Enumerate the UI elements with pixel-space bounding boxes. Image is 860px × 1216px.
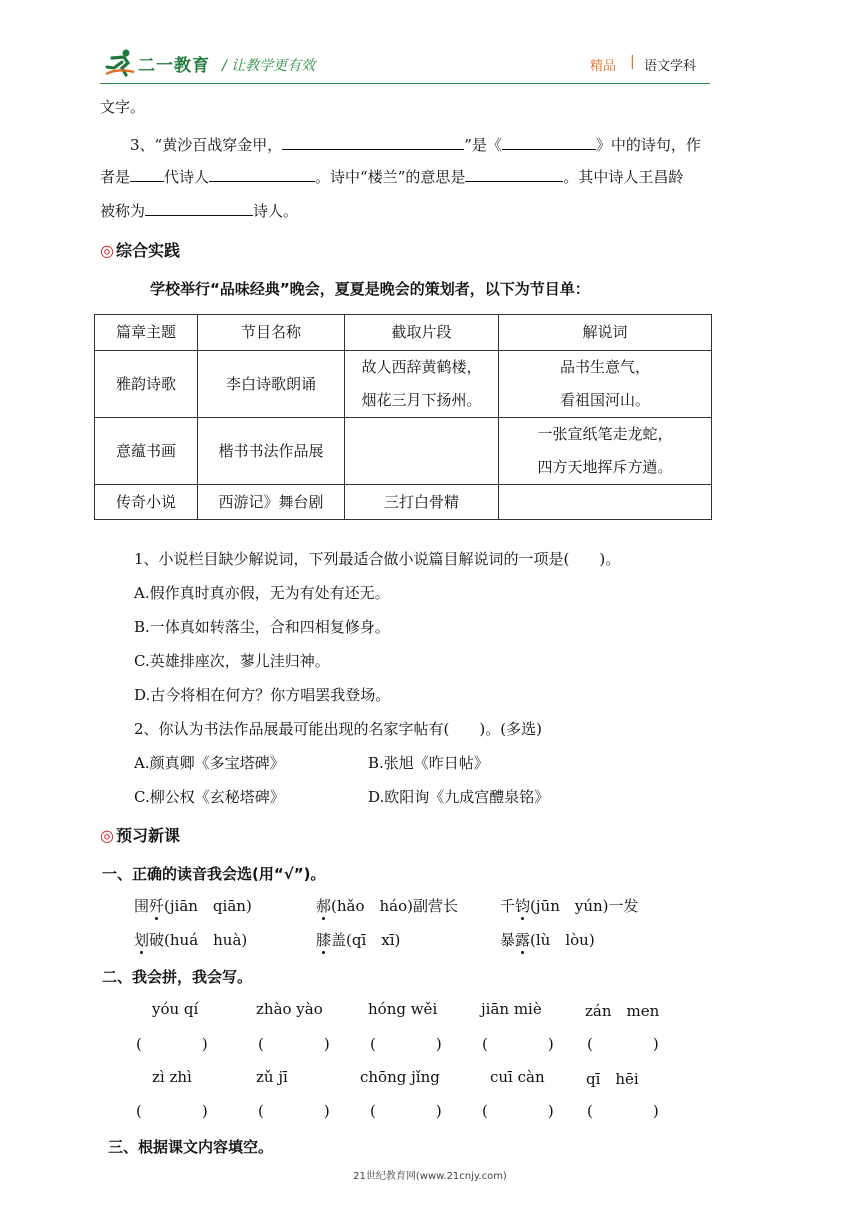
section-title-text: 综合实践 bbox=[115, 241, 180, 260]
pron-options: (jiān qiān) bbox=[164, 897, 252, 915]
mc2-option-d[interactable]: D.欧阳询《九成宫醴泉铭》 bbox=[368, 788, 550, 806]
answer-bracket[interactable]: ( ) bbox=[587, 1035, 659, 1053]
part3-title: 三、根据课文内容填空。 bbox=[108, 1138, 274, 1156]
mc2-option-c[interactable]: C.柳公权《玄秘塔碑》 bbox=[134, 788, 285, 806]
table-row bbox=[95, 418, 712, 485]
site-logo bbox=[104, 48, 210, 78]
pron-options: 盖(qī xī) bbox=[331, 931, 401, 949]
pron-options: 破(huá huà) bbox=[149, 931, 248, 949]
q3-blank-loulan[interactable] bbox=[465, 166, 563, 182]
q3-blank-poet[interactable] bbox=[209, 166, 315, 182]
header-rule bbox=[100, 83, 710, 84]
pron-char: 膝 bbox=[316, 931, 332, 949]
page-footer: 21世纪教育网(www.21cnjy.com) bbox=[353, 1171, 507, 1182]
q3-blank-title[interactable] bbox=[145, 200, 253, 216]
pron-text: 一发 bbox=[608, 897, 639, 915]
section-title-preview bbox=[100, 823, 180, 846]
mc1-option-a[interactable]: A.假作真时真亦假，无为有处有还无。 bbox=[134, 584, 390, 602]
table-header: 篇章主题 bbox=[95, 315, 198, 351]
mc1-option-c[interactable]: C.英雄排座次，蓼儿洼归神。 bbox=[134, 652, 330, 670]
commentary-line: 品书生意气， bbox=[559, 358, 650, 376]
mc2-question: 2、你认为书法作品展最可能出现的名家字帖有( )。(多选) bbox=[134, 720, 542, 738]
commentary-line: 一张宣纸笔走龙蛇， bbox=[537, 425, 673, 443]
pron-char: 划 bbox=[134, 931, 150, 949]
pinyin-word: zhào yào bbox=[256, 1000, 323, 1018]
logo-text: 二一教育 bbox=[138, 55, 210, 76]
mc1-question: 1、小说栏目缺少解说词，下列最适合做小说篇目解说词的一项是( )。 bbox=[134, 550, 621, 568]
table-cell: 意蕴书画 bbox=[95, 418, 198, 485]
pron-item[interactable] bbox=[316, 929, 400, 950]
pron-item[interactable] bbox=[316, 895, 458, 916]
mc2-option-b[interactable]: B.张旭《昨日帖》 bbox=[368, 754, 489, 772]
pron-char: 歼 bbox=[149, 897, 165, 915]
part1-title: 一、正确的读音我会选(用“√”)。 bbox=[102, 865, 326, 883]
commentary-line: 看祖国河山。 bbox=[559, 391, 650, 409]
answer-bracket[interactable]: ( ) bbox=[136, 1035, 208, 1053]
pron-item[interactable] bbox=[134, 895, 252, 916]
section-title-text: 预习新课 bbox=[115, 826, 180, 845]
q3-blank-dynasty[interactable] bbox=[130, 166, 164, 182]
table-cell: 西游记》舞台剧 bbox=[198, 485, 345, 520]
pinyin-word: yóu qí bbox=[152, 1000, 199, 1018]
q3-line-1 bbox=[130, 134, 701, 155]
table-header: 解说词 bbox=[499, 315, 712, 351]
section-bullet-icon: ◎ bbox=[100, 826, 114, 845]
q3-text-1: 3、“黄沙百战穿金甲， bbox=[130, 136, 283, 154]
pinyin-word: zì zhì bbox=[152, 1068, 192, 1086]
answer-bracket[interactable]: ( ) bbox=[587, 1102, 659, 1120]
pron-char: 钧 bbox=[515, 897, 531, 915]
pron-options: (jūn yún) bbox=[530, 897, 609, 915]
table-cell: 传奇小说 bbox=[95, 485, 198, 520]
clip-line: 故人西辞黄鹤楼， bbox=[361, 358, 482, 376]
table-cell: 李白诗歌朗诵 bbox=[198, 351, 345, 418]
answer-bracket[interactable]: ( ) bbox=[136, 1102, 208, 1120]
clip-line: 烟花三月下扬州。 bbox=[361, 391, 482, 409]
slogan: / 让教学更有效 bbox=[222, 58, 316, 74]
answer-bracket[interactable]: ( ) bbox=[258, 1035, 330, 1053]
table-header: 截取片段 bbox=[345, 315, 499, 351]
section-bullet-icon: ◎ bbox=[100, 241, 114, 260]
part2-title: 二、我会拼，我会写。 bbox=[102, 968, 253, 986]
table-header: 节目名称 bbox=[198, 315, 345, 351]
table-row bbox=[95, 351, 712, 418]
answer-bracket[interactable]: ( ) bbox=[370, 1035, 442, 1053]
pron-options: (lù lòu) bbox=[530, 931, 595, 949]
q3-line-2 bbox=[100, 166, 683, 187]
table-cell: 雅韵诗歌 bbox=[95, 351, 198, 418]
q3-line-3 bbox=[100, 200, 298, 221]
table-cell bbox=[499, 418, 712, 485]
q3-text-3: 》中的诗句，作 bbox=[595, 136, 701, 154]
pron-text: 千 bbox=[500, 897, 516, 915]
table-row bbox=[95, 485, 712, 520]
q3-text-6: 。诗中“楼兰”的意思是 bbox=[315, 168, 466, 186]
q3-blank-poem[interactable] bbox=[502, 134, 596, 150]
quality-label: 精品 bbox=[590, 59, 617, 74]
table-header-row bbox=[95, 315, 712, 351]
pron-text: 暴 bbox=[500, 931, 516, 949]
q3-text-2: ”是《 bbox=[464, 136, 502, 154]
commentary-line: 四方天地挥斥方遒。 bbox=[537, 458, 673, 476]
pron-text: 副营长 bbox=[413, 897, 459, 915]
answer-bracket[interactable]: ( ) bbox=[482, 1035, 554, 1053]
table-cell: 三打白骨精 bbox=[345, 485, 499, 520]
program-table bbox=[94, 314, 712, 520]
mc2-option-a[interactable]: A.颜真卿《多宝塔碑》 bbox=[134, 754, 285, 772]
pron-options: (hǎo háo) bbox=[331, 897, 413, 915]
header-separator: | bbox=[630, 54, 635, 70]
mc1-option-b[interactable]: B.一体真如转落尘，合和四相复修身。 bbox=[134, 618, 390, 636]
pron-item[interactable] bbox=[500, 895, 639, 916]
table-cell bbox=[345, 418, 499, 485]
pinyin-word: cuī càn bbox=[490, 1068, 545, 1086]
section-title-practice bbox=[100, 238, 180, 261]
pinyin-word: zán men bbox=[585, 1002, 660, 1020]
q3-blank-verse[interactable] bbox=[282, 134, 464, 150]
table-cell bbox=[499, 485, 712, 520]
pron-text: 围 bbox=[134, 897, 150, 915]
answer-bracket[interactable]: ( ) bbox=[258, 1102, 330, 1120]
pron-item[interactable] bbox=[500, 929, 595, 950]
intro-text: 学校举行“品味经典”晚会，夏夏是晚会的策划者，以下为节目单： bbox=[150, 280, 590, 298]
pron-char: 露 bbox=[515, 931, 531, 949]
answer-bracket[interactable]: ( ) bbox=[482, 1102, 554, 1120]
mc1-option-d[interactable]: D.古今将相在何方？你方唱罢我登场。 bbox=[134, 686, 391, 704]
q3-text-4: 者是 bbox=[100, 168, 131, 186]
q3-text-5: 代诗人 bbox=[164, 168, 210, 186]
table-cell bbox=[499, 351, 712, 418]
pinyin-word: jiān miè bbox=[481, 1000, 542, 1018]
pron-item[interactable] bbox=[134, 929, 247, 950]
pinyin-word: zǔ jī bbox=[256, 1068, 288, 1086]
subject-label: 语文学科 bbox=[644, 59, 697, 74]
pron-char: 郝 bbox=[316, 897, 332, 915]
pinyin-word: hóng wěi bbox=[368, 1000, 438, 1018]
q3-text-7: 。其中诗人王昌龄 bbox=[563, 168, 684, 186]
q3-text-9: 诗人。 bbox=[253, 202, 299, 220]
q3-text-8: 被称为 bbox=[100, 202, 146, 220]
pinyin-word: chōng jǐng bbox=[360, 1068, 440, 1086]
table-cell: 楷书书法作品展 bbox=[198, 418, 345, 485]
runner-logo-icon bbox=[104, 48, 136, 78]
pinyin-word: qī hēi bbox=[586, 1070, 639, 1088]
table-cell bbox=[345, 351, 499, 418]
answer-bracket[interactable]: ( ) bbox=[370, 1102, 442, 1120]
continued-text: 文字。 bbox=[100, 98, 146, 116]
